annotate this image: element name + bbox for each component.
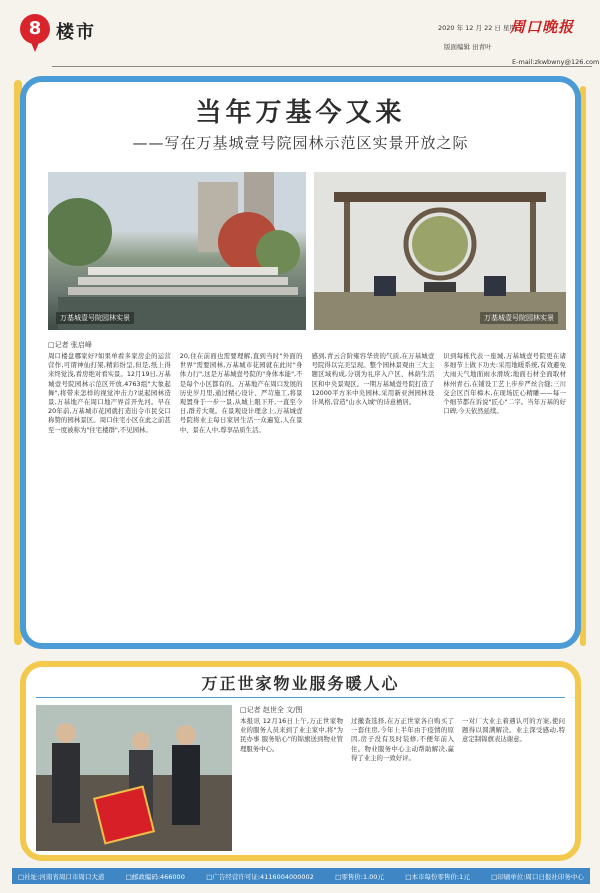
footer-address: □社址:河南省周口市周口大道 — [18, 872, 105, 881]
pavilion-illustration — [314, 172, 566, 330]
footer-bar — [12, 868, 590, 884]
feature-column-2: 20,住在前面也需要理解,直到当时"外面的世界"需要园林,万基城市花园就在此时"身体力行",这是万基城壹号院的"身体本能",不是每个小区都有的。万基地产在周口发展的历史岁月里,通过精心设计、严苛施工,将景观置身于一步一景,从城上眼下开,一直至今日,群芳大观。在景观设计理念上,万基城壹号院将业主每日家居生活一众遍览,人在景中、景在人中,尊享品质生活。 — [179, 352, 303, 434]
feature-column-1: 周口楼盘哪家好?如果单看多家房企的运营营作,可谓神仙打架,精彩纷呈,但是,纸上得来终觉浅,看房绝对看实景。12月19日,万基城壹号院园林示范区开放,4763组"大象起舞",将带来怎样的视觉冲击力?说起园林造景,万基地产在周口地产界首开先河。早在20年前,万基城市花园就打造出令市民交口称赞的园林景区。周口住宅小区在此之前甚至一度被称为"住宅楼群",不见园林。 — [48, 352, 171, 434]
story2-column-3: 一对厂大业主着遇认可的方案,使问题得以圆满解决。业主深受感动,特意定制锦旗表达谢意。 — [462, 717, 565, 744]
story2-column-1: 本报讯 12月16日上午,万正世家物业的服务人员来到了业主家中,将"为民办事 服务贴心"的锦旗送到物业管理服务中心。 — [240, 717, 343, 753]
section-title: 楼市 — [56, 22, 96, 43]
feature-subheadline: ——写在万基城壹号院园林示范区实景开放之际 — [132, 134, 469, 152]
footer-local-price: □本市每份零售价:1元 — [405, 872, 470, 881]
paper-logo: 周口晚报 — [510, 18, 575, 36]
feature-column-3: 感到,青云合阶雍容华贵的气质,在万基城壹号院得以完美呈现。整个园林景观由三大主题区域构成,分别为礼序入户区、林荫生活区和中央景观区。一期万基城壹号院打造了12000平方米中央园林,采用新亚洲园林设计风格,营造"山水入城"的诗意栖居。 — [311, 352, 435, 407]
feature-article — [20, 76, 581, 649]
page-number-pin — [20, 14, 50, 54]
story2-column-2: 过撤查选择,在万正世家各自购买了一套住房,今年上半年由于疫情的原因,房子没有及时装修,不便年前入住。物业服务中心主动帮助解决,赢得了业主的一致好评。 — [351, 717, 454, 762]
pin-tail-icon — [29, 38, 41, 52]
contact-email: E-mail:zkwbwny@126.com — [512, 58, 600, 66]
footer-postcode: □邮政编码:466000 — [125, 872, 185, 881]
feature-byline: □记者 张启峰 — [48, 341, 92, 349]
photo-caption-left: 万基城壹号院园林实景 — [56, 312, 134, 324]
issue-date: 2020 年 12 月 22 日 星期二 — [438, 24, 523, 32]
feature-headline: 当年万基今又来 — [195, 98, 406, 128]
story2-divider — [36, 697, 565, 698]
garden-photo-left — [48, 172, 306, 330]
property-service-article — [20, 661, 581, 861]
garden-steps-illustration — [48, 172, 306, 330]
header-divider — [52, 66, 592, 67]
page-editor: 版面编辑 田青叶 — [444, 43, 492, 51]
footer-price: □零售价:1.00元 — [335, 872, 384, 881]
banner-presentation-photo — [36, 705, 232, 851]
story2-body — [240, 717, 565, 853]
story2-byline: □记者 赵世全 文/图 — [240, 706, 303, 714]
masthead — [12, 10, 600, 70]
footer-ad-license: □广告经营许可证:4116004000002 — [206, 872, 314, 881]
garden-photo-right — [314, 172, 566, 330]
page-number: 8 — [20, 14, 50, 44]
feature-column-4: 识到每栋代表一座城,万基城壹号院更在诸多细节上做下功夫:采用地暖系统,有效避免大雨天气地面雨水滑坡;地面石材全面取材林州青石,在铺设工艺上步步严丝合缝;三川交会区百年樟木,在现场匠心精雕——每一个细节都在诉说"匠心"二字。当年万基的好口碑,今天依然延续。 — [443, 352, 566, 416]
feature-body — [48, 352, 566, 637]
photo-caption-right: 万基城壹号院园林实景 — [480, 312, 558, 324]
footer-printer: □印刷单位:周口日报社印务中心 — [491, 872, 584, 881]
story2-headline: 万正世家物业服务暖人心 — [201, 674, 400, 693]
